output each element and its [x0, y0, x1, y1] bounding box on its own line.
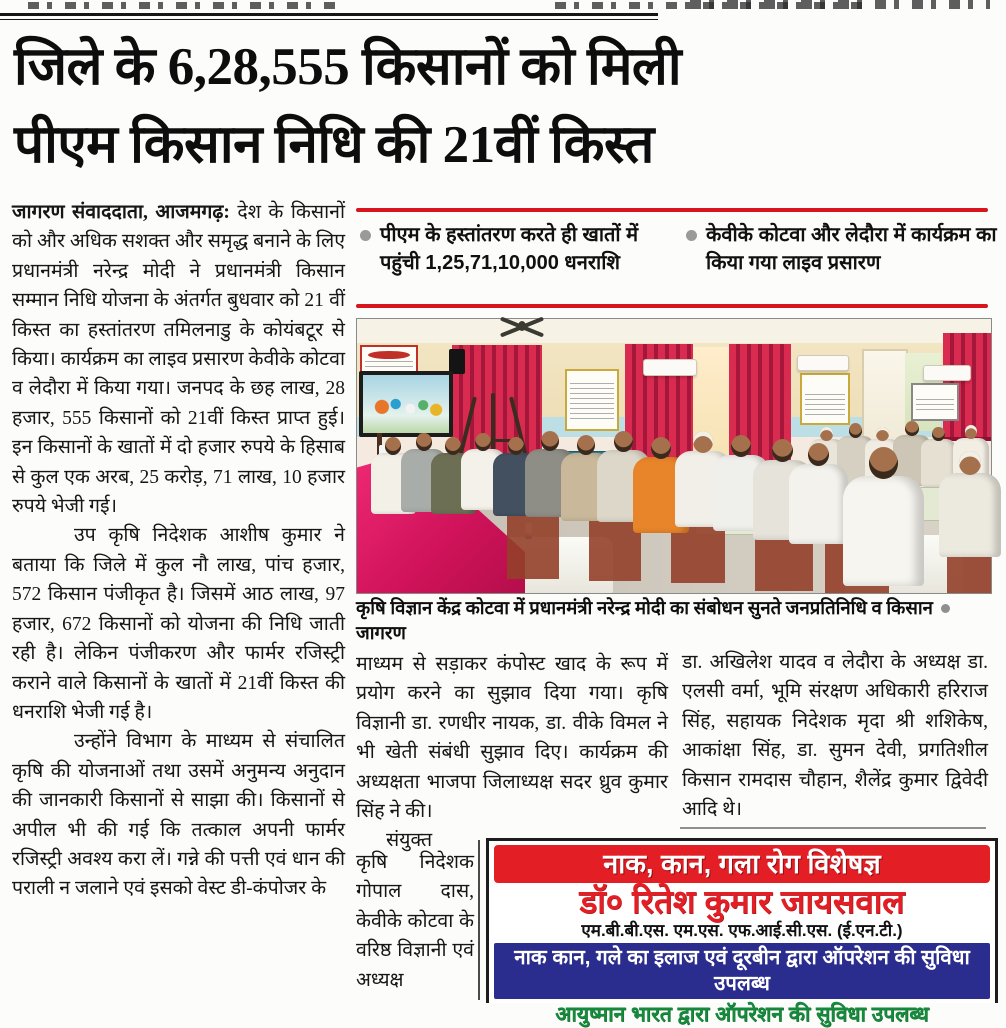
person-head: [849, 423, 862, 438]
ad-qualifications: एम.बी.बी.एस. एम.एस. एफ.आई.सी.एस. (ई.एन.टी.): [581, 921, 903, 940]
ad-doctor-name: डॉ० रितेश कुमार जायसवाल: [579, 883, 905, 920]
credit-dot-icon: [941, 604, 950, 613]
masthead-fragment: [28, 2, 343, 9]
person-head: [614, 431, 633, 452]
highlight-text: पीएम के हस्तांतरण करते ही खातों में पहुंची 1,25,71,10,000 धनराशि: [380, 224, 639, 274]
person-head: [808, 443, 829, 466]
person-head: [731, 435, 751, 457]
news-photo: [356, 318, 992, 594]
paragraph: माध्यम से सड़ाकर कंपोस्ट खाद के रूप में प्रयोग करने का सुझाव दिया गया। कृषि विज्ञानी डा. रणधीर नायक, डा. वीके विमल ने भी खेती संबंधी सुझाव दिए। कार्यक्रम की अध्यक्षता भाजपा जिलाध्यक्ष सदर ध्रुव कुमार सिंह ने की।: [356, 654, 668, 823]
chair: [507, 507, 559, 579]
ad-specialty-banner: नाक, कान, गला रोग विशेषज्ञ: [494, 845, 990, 883]
masthead-fragment: [690, 0, 990, 9]
person-head: [905, 421, 919, 436]
paragraph-start: संयुक्त: [386, 830, 433, 852]
person-figure: [789, 443, 848, 544]
person-head: [869, 447, 898, 479]
ceiling: [357, 319, 991, 345]
person-head: [385, 437, 401, 455]
person-head: [932, 427, 944, 441]
masthead-rule: [0, 13, 658, 20]
headline-line2: पीएम किसान निधि की 21वीं किस्त: [14, 116, 654, 174]
ad-ayushman-line: आयुष्मान भारत द्वारा ऑपरेशन की सुविधा उपलब्ध: [555, 1003, 929, 1026]
highlight-item: [380, 222, 680, 277]
wall-frame: [911, 383, 959, 421]
highlight-text: केवीके कोटवा और लेदौरा में कार्यक्रम का किया गया लाइव प्रसारण: [706, 224, 997, 274]
poster-text-lines: [916, 399, 954, 414]
article-right-column: डा. अखिलेश यादव व लेदौरा के अध्यक्ष डा. एलसी वर्मा, भूमि संरक्षण अधिकारी हरिराज सिंह, सहायक निदेशक मृदा श्री शशिकेष, आकांक्षा सिंह, डा. सुमन देवी, प्रगतिशील किसान रामदास चौहान, शैलेंद्र कुमार द्विवेदी आदि थे।: [682, 652, 988, 821]
person-head: [475, 433, 491, 451]
person-torso: [939, 473, 1001, 557]
person-head: [577, 435, 595, 455]
person-head: [876, 427, 888, 441]
paragraph-text: देश के किसानों को और अधिक सशक्त और समृद्ध बनाने के लिए प्रधानमंत्री नरेन्द्र मोदी ने प्रधानमंत्री किसान सम्मान निधि योजना के अंतर्गत बुधवार को 21 वीं किस्त का हस्तांतरण तमिलनाडु के कोयंबटूर से किया। कार्यक्रम का लाइव प्रसारण केवीके कोटवा व लेदौरा में किया गया। जनपद के छह लाख, 28 हजार, 555 किसानों को 21वीं किस्त प्राप्त हुई। इन किसानों के खातों में दो हजार रुपये के हिसाब से कुल एक अरब, 25 करोड़, 71 लाख, 10 हजार रुपये भेजी गई।: [12, 202, 345, 518]
ad-services-banner: नाक कान, गले का इलाज एवं दूरबीन द्वारा ऑपरेशन की सुविधा उपलब्ध: [494, 943, 990, 999]
person-head: [820, 427, 832, 441]
person-figure: [843, 447, 924, 586]
tv-screen: [359, 371, 453, 437]
ceiling-fan-hub: [518, 321, 526, 331]
person-torso: [789, 464, 848, 544]
top-red-rule: [356, 208, 988, 212]
article-middle-column: [356, 650, 668, 856]
poster-logo: [368, 351, 409, 359]
bullet-dot-icon: [686, 230, 697, 241]
person-torso: [843, 476, 924, 586]
paragraph: उन्होंने विभाग के माध्यम से संचालित कृषि की योजनाओं तथा उसमें अनुमन्य अनुदान की जानकारी किसानों से साझा की। किसानों से अपील भी की गई कि तत्काल अपनी फार्मर रजिस्ट्री अवश्य करा लें। गन्ने की पत्ती एवं धान की पराली न जलाने एवं इसको वेस्ट डी-कंपोजर के: [12, 731, 345, 900]
poster-text-lines: [570, 383, 614, 424]
ac-unit: [797, 355, 849, 371]
paragraph: [12, 198, 345, 521]
ac-unit: [643, 359, 697, 376]
article-left-column: [12, 198, 345, 904]
column-end-rule: [680, 827, 986, 829]
advertisement: [486, 838, 998, 1026]
person-head: [965, 425, 978, 439]
wall-chart: [565, 369, 619, 431]
person-head: [959, 451, 981, 475]
person-head: [416, 433, 432, 451]
poster-text-lines: [805, 394, 845, 416]
ac-unit: [923, 365, 971, 381]
dateline: जागरण संवाददाता, आजमगढ़:: [12, 202, 230, 223]
bullet-dot-icon: [360, 230, 371, 241]
article-narrow-column: कृषि निदेशक गोपाल दास, केवीके कोटवा के वरिष्ठ विज्ञानी एवं अध्यक्ष: [356, 852, 474, 991]
highlight-item: [706, 222, 1006, 277]
person-head: [693, 431, 713, 453]
person-head: [651, 437, 671, 459]
caption-text: कृषि विज्ञान केंद्र कोटवा में प्रधानमंत्री नरेन्द्र मोदी का संबोधन सुनते जनप्रतिनिधि व किसान: [356, 599, 933, 619]
headline-line1: जिले के 6,28,555 किसानों को मिली: [14, 38, 682, 96]
wall-chart: [800, 373, 850, 425]
paragraph: उप कृषि निदेशक आशीष कुमार ने बताया कि जिले में कुल नौ लाख, पांच हजार, 572 किसान पंजीकृत है। जिसमें आठ लाख, 97 हजार, 672 किसानों को योजना की निधि जाती रही है। लेकिन पंजीकरण और फार्मर रजिस्ट्री कराने वाले किसानों के खातों में 21वीं किस्त की धनराशि भेजी गई है।: [12, 525, 345, 723]
column-divider: [478, 840, 480, 1000]
person-figure: [939, 451, 1001, 557]
person-head: [508, 437, 524, 455]
person-head: [445, 437, 461, 455]
person-head: [541, 431, 559, 451]
photo-credit: जागरण: [356, 624, 406, 644]
bottom-red-rule: [356, 304, 988, 308]
headline: [14, 28, 990, 184]
tv-broadcast: [363, 375, 449, 433]
photo-caption: [356, 597, 992, 647]
